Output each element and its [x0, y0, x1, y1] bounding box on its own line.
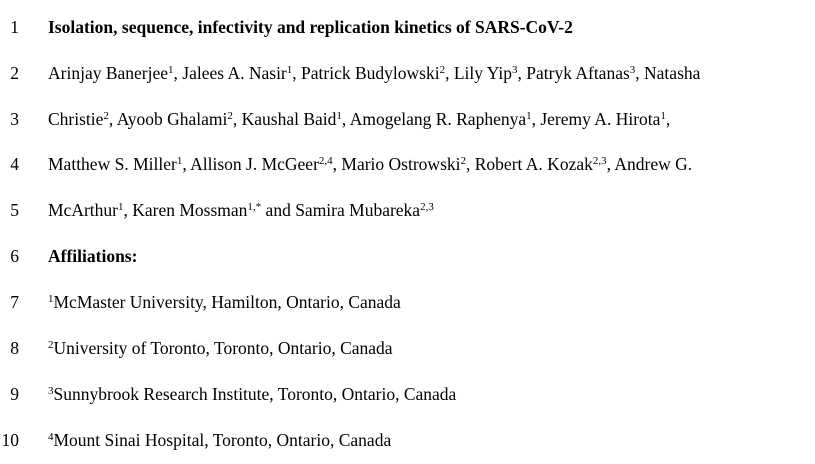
affiliation-superscript: 2: [227, 109, 233, 122]
affiliation-text: Sunnybrook Research Institute, Toronto, Ontario, Canada: [53, 384, 457, 404]
author-text: , Kaushal Baid: [232, 109, 337, 129]
affiliation-entry: [48, 379, 456, 409]
affiliation-superscript: 2: [439, 63, 446, 76]
affiliation-superscript: 3: [629, 63, 636, 76]
author-text: , Allison J. McGeer: [182, 154, 319, 174]
paper-title: Isolation, sequence, infectivity and replication kinetics of SARS-CoV-2: [48, 17, 573, 37]
manuscript-line: [0, 425, 815, 455]
line-number: 10: [1, 430, 19, 450]
author-text: , Patryk Aftanas: [517, 63, 630, 83]
manuscript-line: [0, 195, 815, 225]
manuscript-line: [0, 58, 815, 88]
author-text: Matthew S. Miller: [48, 154, 177, 174]
line-number: 4: [10, 154, 19, 174]
author-text: , Jeremy A. Hirota: [531, 109, 661, 129]
line-number: 2: [10, 63, 19, 83]
affiliation-text: University of Toronto, Toronto, Ontario, Canada: [53, 338, 393, 358]
affiliation-entry: [48, 425, 391, 455]
affiliation-number: 1: [48, 292, 54, 305]
affiliation-entry: [48, 333, 393, 363]
line-number: 7: [10, 292, 19, 312]
author-list-line: [48, 195, 434, 225]
affiliation-superscript: 1: [286, 63, 293, 76]
manuscript-line: [0, 104, 815, 134]
affiliation-number: 2: [48, 338, 54, 351]
affiliation-superscript: 2,3: [592, 154, 607, 167]
author-text: , Andrew G.: [606, 154, 693, 174]
author-text: Christie: [48, 109, 104, 129]
affiliation-number: 4: [48, 430, 54, 443]
line-number: 3: [10, 109, 19, 129]
author-text: ,: [665, 109, 671, 129]
manuscript-line: [0, 333, 815, 363]
affiliation-superscript: 2,3: [420, 200, 434, 213]
author-text: , Natasha: [635, 63, 701, 83]
affiliation-superscript: 1: [176, 154, 183, 167]
author-text: and Samira Mubareka: [261, 200, 421, 220]
author-text: , Amogelang R. Raphenya: [341, 109, 527, 129]
affiliation-superscript: 3: [512, 63, 518, 76]
affiliation-superscript: 1: [117, 200, 124, 213]
line-number: 9: [10, 384, 19, 404]
author-list-line: [48, 149, 692, 179]
affiliation-superscript: 1: [526, 109, 532, 122]
affiliation-text: McMaster University, Hamilton, Ontario, Canada: [53, 292, 401, 312]
affiliations-heading: Affiliations:: [48, 246, 138, 266]
affiliation-superscript: 1: [336, 109, 342, 122]
author-text: , Karen Mossman: [123, 200, 248, 220]
affiliation-text: Mount Sinai Hospital, Toronto, Ontario, Canada: [53, 430, 392, 450]
author-text: , Robert A. Kozak: [466, 154, 593, 174]
manuscript-line: [0, 12, 815, 42]
line-number: 6: [10, 246, 19, 266]
author-text: , Jalees A. Nasir: [173, 63, 287, 83]
author-text: Arinjay Banerjee: [48, 63, 169, 83]
manuscript-line: [0, 241, 815, 271]
manuscript-line: [0, 149, 815, 179]
affiliation-number: 3: [48, 384, 54, 397]
affiliation-superscript: 2: [103, 109, 109, 122]
author-text: , Lily Yip: [445, 63, 512, 83]
manuscript-line: [0, 287, 815, 317]
author-text: , Ayoob Ghalami: [108, 109, 228, 129]
affiliation-superscript: 1: [660, 109, 666, 122]
author-text: , Patrick Budylowski: [292, 63, 440, 83]
affiliation-superscript: 2,4: [318, 154, 333, 167]
manuscript-line: [0, 379, 815, 409]
line-number: 8: [10, 338, 19, 358]
author-text: McArthur: [48, 200, 118, 220]
affiliation-superscript: 2: [460, 154, 466, 167]
author-list-line: [48, 58, 700, 88]
affiliation-superscript: 1: [168, 63, 174, 76]
affiliation-superscript: 1,*: [247, 200, 262, 213]
line-number: 1: [10, 17, 19, 37]
line-number: 5: [10, 200, 19, 220]
affiliation-entry: [48, 287, 401, 317]
author-text: , Mario Ostrowski: [332, 154, 461, 174]
author-list-line: [48, 104, 670, 134]
